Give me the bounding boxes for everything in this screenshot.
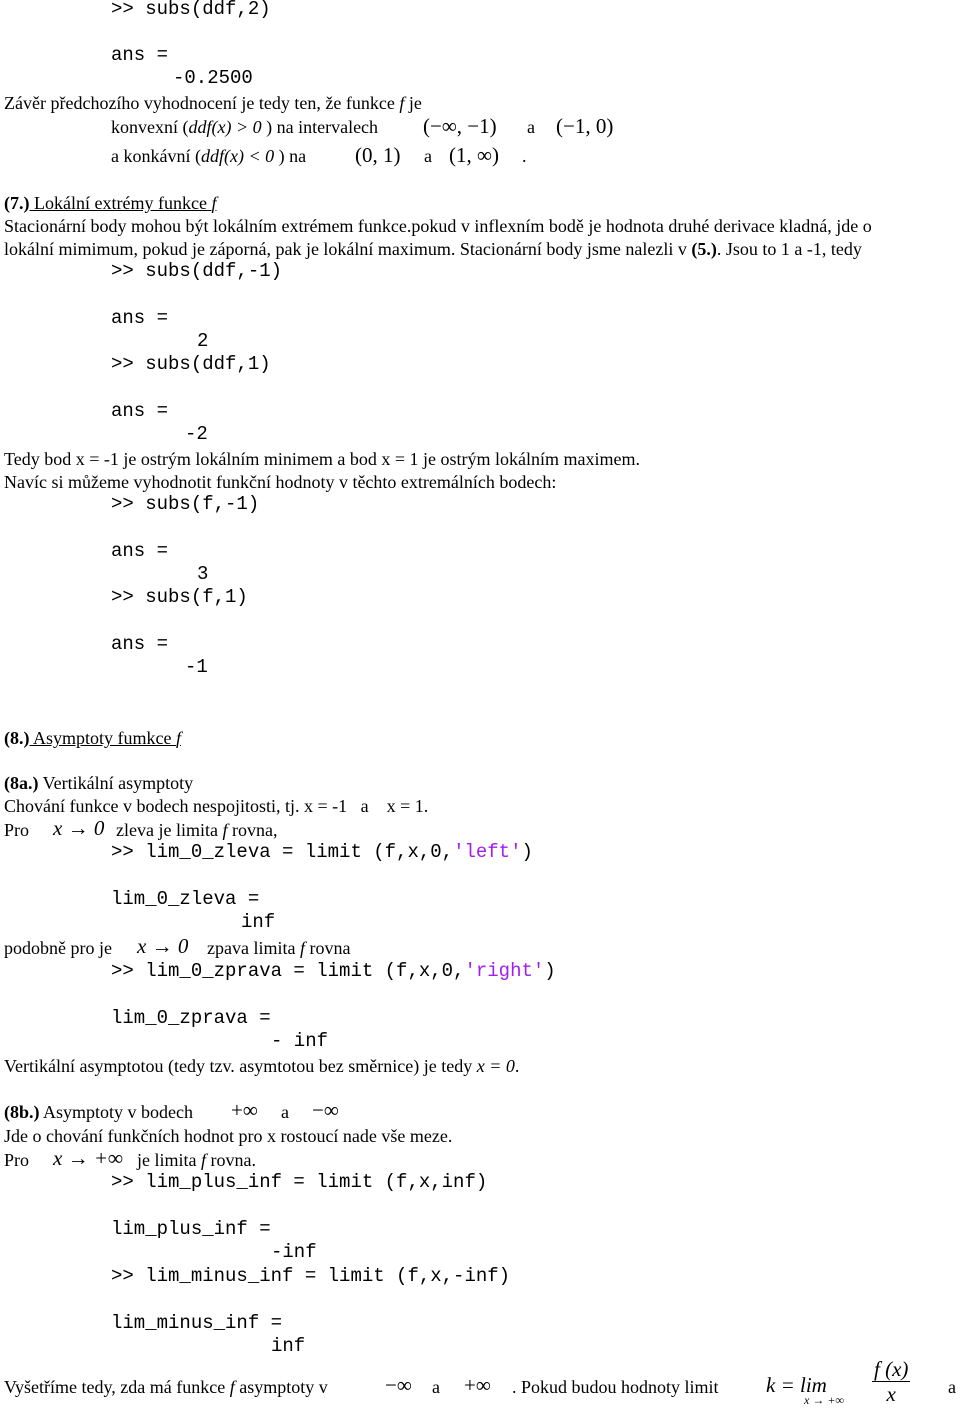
conjunction: a xyxy=(281,1102,289,1122)
paragraph-label: Pro xyxy=(4,1150,30,1170)
code-output-value: -1 xyxy=(185,656,208,678)
interval-math: (−1, 0) xyxy=(556,114,614,138)
paragraph-concave: a konkávní (ddf(x) < 0 ) na xyxy=(111,146,307,166)
interval-math: (−∞, −1) xyxy=(423,114,497,138)
paragraph: Stacionární body mohou být lokálním extrémem funkce.pokud v inflexním bodě je hodnota druhé derivace kladná, jde o xyxy=(4,216,872,236)
period: . xyxy=(522,146,527,166)
code-output-value: -2 xyxy=(185,423,208,445)
code-output-label: ans = xyxy=(111,44,169,66)
code-line: >> subs(ddf,1) xyxy=(111,353,271,375)
interval-math: (0, 1) xyxy=(355,143,401,167)
fraction-numerator: f (x) xyxy=(874,1357,909,1381)
conjunction: a xyxy=(948,1377,956,1397)
code-line: >> lim_0_zprava = limit (f,x,0,'right') xyxy=(111,960,556,982)
infinity-math: −∞ xyxy=(312,1098,339,1122)
paragraph: Závěr předchozího vyhodnocení je tedy ten, že funkce f je xyxy=(4,93,422,113)
paragraph: Vertikální asymptotou (tedy tzv. asymtotou bez směrnice) je tedy x = 0. xyxy=(4,1056,520,1076)
limit-subscript: x → +∞ xyxy=(804,1393,844,1407)
conjunction: a xyxy=(527,117,535,137)
paragraph: je limita f rovna. xyxy=(137,1150,256,1170)
code-output-label: lim_0_zprava = xyxy=(111,1007,271,1029)
limit-math: x → +∞ xyxy=(53,1146,123,1170)
subsection-heading: (8b.) Asymptoty v bodech xyxy=(4,1102,193,1122)
infinity-math: +∞ xyxy=(464,1373,491,1397)
code-output-value: -inf xyxy=(271,1241,317,1263)
code-output-value: 2 xyxy=(197,330,209,352)
code-output-value: 3 xyxy=(197,563,209,585)
code-output-label: ans = xyxy=(111,540,169,562)
paragraph: Jde o chování funkčních hodnot pro x rostoucí nade vše meze. xyxy=(4,1126,453,1146)
conjunction: a xyxy=(432,1377,440,1397)
section-heading: (7.) Lokální extrémy funkce f xyxy=(4,193,217,213)
code-output-label: ans = xyxy=(111,400,169,422)
fraction xyxy=(872,1357,910,1406)
code-line: >> subs(ddf,2) xyxy=(111,0,271,20)
code-output-label: ans = xyxy=(111,633,169,655)
paragraph: . Pokud budou hodnoty limit xyxy=(512,1377,719,1397)
code-output-label: ans = xyxy=(111,307,169,329)
code-line: >> subs(f,1) xyxy=(111,586,248,608)
paragraph: Vyšetříme tedy, zda má funkce f asymptoty v xyxy=(4,1377,328,1397)
section-heading: (8.) Asymptoty fumkce f xyxy=(4,728,182,748)
paragraph: zleva je limita f rovna, xyxy=(116,820,278,840)
code-output-value: inf xyxy=(271,1335,306,1357)
limit-math: k = lim xyxy=(766,1373,827,1397)
infinity-math: −∞ xyxy=(385,1373,412,1397)
code-output-value: inf xyxy=(241,911,276,933)
conjunction: a xyxy=(424,146,432,166)
code-output-label: lim_0_zleva = xyxy=(111,888,260,910)
paragraph-label: Pro xyxy=(4,820,30,840)
code-line: >> subs(f,-1) xyxy=(111,493,260,515)
paragraph: Chování funkce v bodech nespojitosti, tj. x = -1 a x = 1. xyxy=(4,796,429,816)
paragraph: Navíc si můžeme vyhodnotit funkční hodnoty v těchto extremálních bodech: xyxy=(4,472,557,492)
infinity-math: +∞ xyxy=(231,1098,258,1122)
paragraph: zpava limita f rovna xyxy=(207,938,351,958)
paragraph-convex: konvexní (ddf(x) > 0 ) na intervalech xyxy=(111,117,379,137)
code-line: >> subs(ddf,-1) xyxy=(111,260,283,282)
paragraph: lokální mimimum, pokud je záporná, pak je lokální maximum. Stacionární body jsme nalezli v (5.). Jsou to 1 a -1, tedy xyxy=(4,239,862,259)
code-output-value: - inf xyxy=(271,1030,329,1052)
code-line: >> lim_plus_inf = limit (f,x,inf) xyxy=(111,1171,488,1193)
subsection-heading: (8a.) Vertikální asymptoty xyxy=(4,773,194,793)
paragraph-label: podobně pro je xyxy=(4,938,112,958)
code-line: >> lim_minus_inf = limit (f,x,-inf) xyxy=(111,1265,511,1287)
limit-math: x → 0 xyxy=(137,934,189,958)
paragraph: Tedy bod x = -1 je ostrým lokálním minimem a bod x = 1 je ostrým lokálním maximem. xyxy=(4,449,640,469)
limit-math: x → 0 xyxy=(53,816,105,840)
code-output-value: -0.2500 xyxy=(173,67,253,89)
interval-math: (1, ∞) xyxy=(449,143,499,167)
code-output-label: lim_minus_inf = xyxy=(111,1312,283,1334)
code-output-label: lim_plus_inf = xyxy=(111,1218,271,1240)
fraction-denominator: x xyxy=(886,1382,896,1406)
code-line: >> lim_0_zleva = limit (f,x,0,'left') xyxy=(111,841,533,863)
